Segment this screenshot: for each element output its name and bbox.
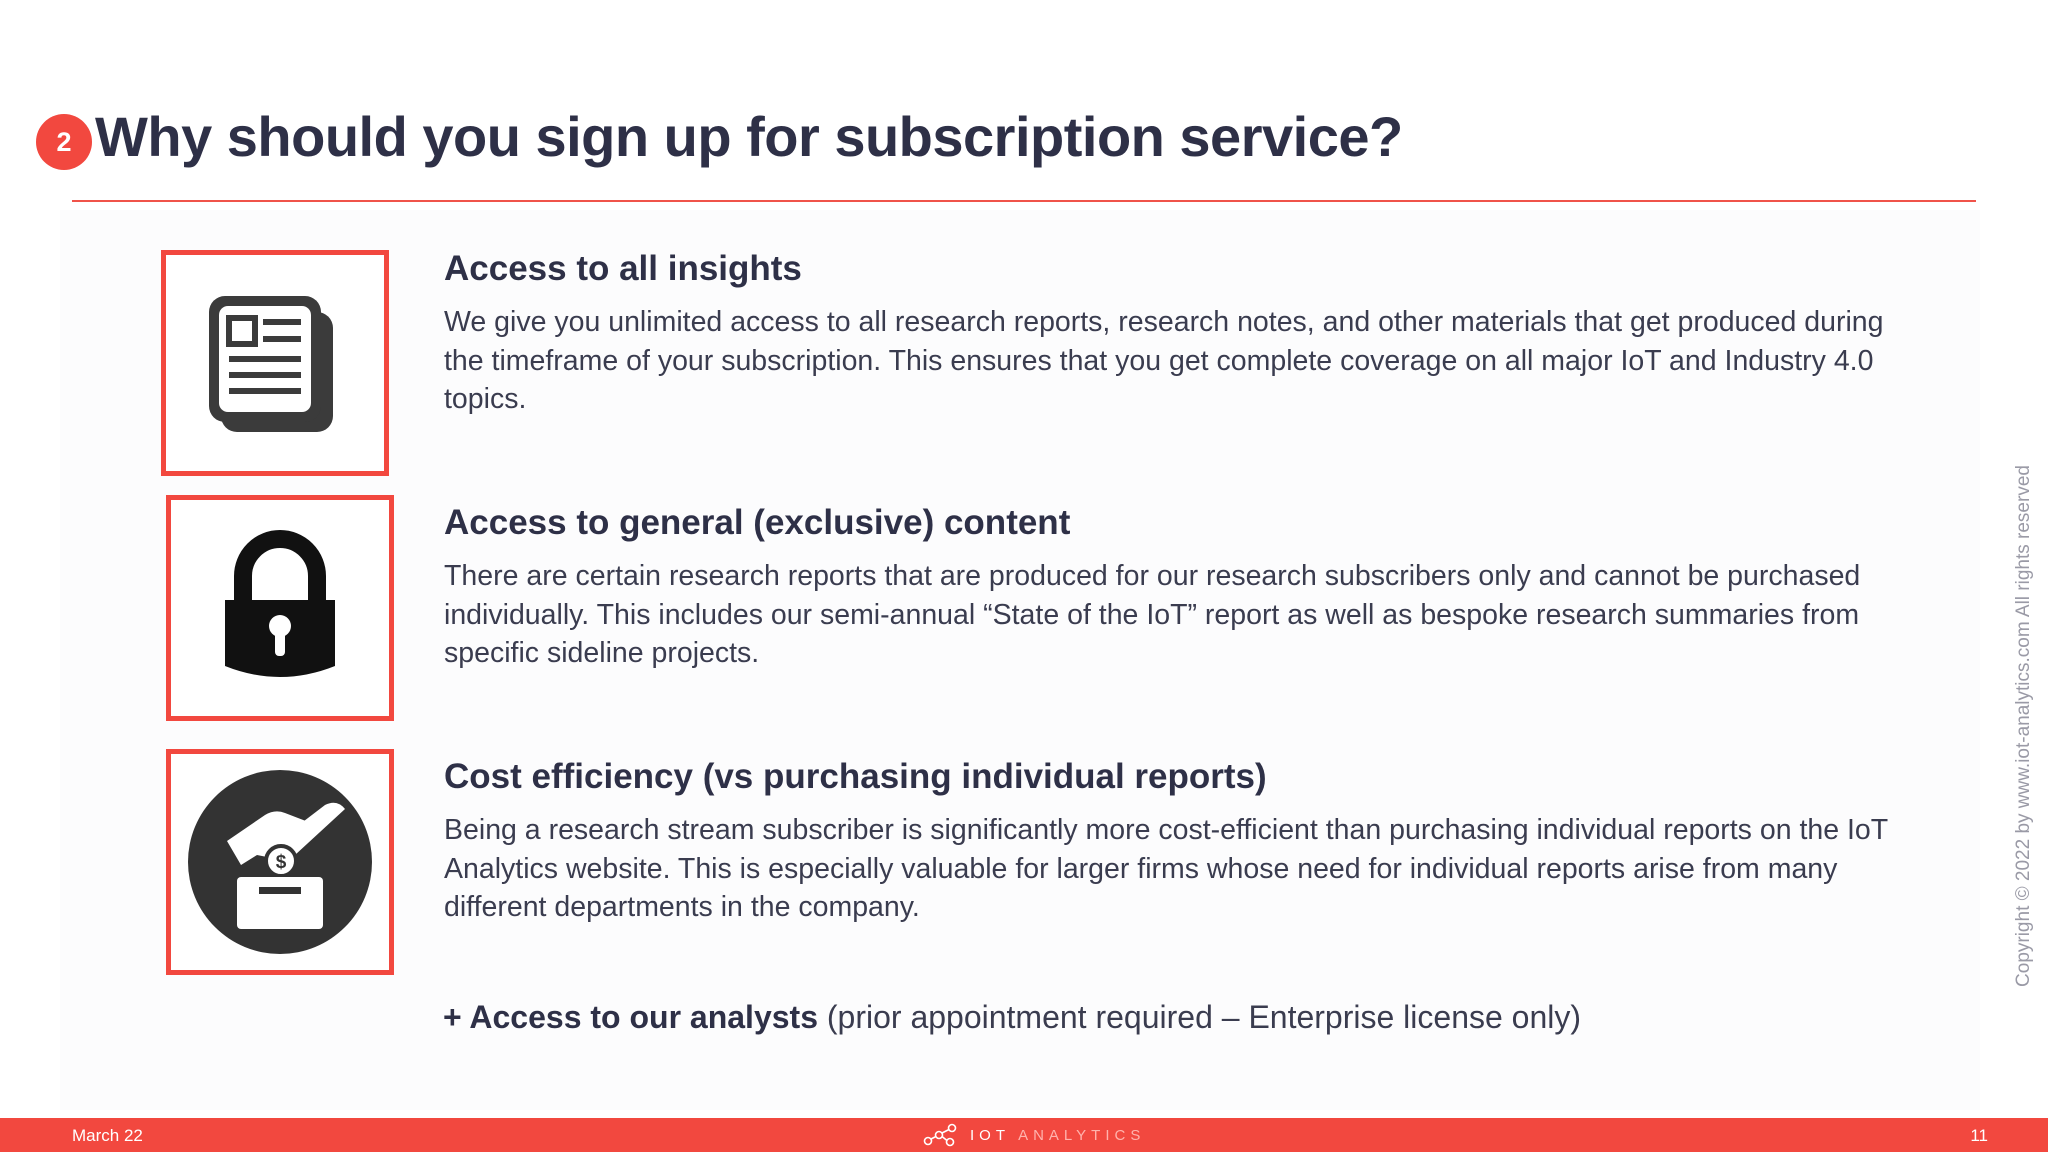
analyst-access-bold: + Access to our analysts [443, 999, 818, 1035]
feature-heading: Access to all insights [444, 249, 802, 288]
feature-body: We give you unlimited access to all research reports, research notes, and other materials that get produced during the timeframe of your subscription. This ensures that you get complete coverage on all major IoT and Industry 4.0 topics. [444, 306, 1884, 415]
title-divider [72, 200, 1976, 202]
coin-donation-icon [187, 769, 373, 955]
analyst-access-detail: (prior appointment required – Enterprise license only) [817, 999, 1582, 1035]
slide-title: Why should you sign up for subscription service? [95, 105, 1403, 168]
feature-exclusive [444, 503, 1924, 673]
analyst-access-note [443, 999, 1581, 1036]
logo-text-iot: IOT [970, 1126, 1010, 1144]
footer-date: March 22 [72, 1126, 143, 1145]
icon-frame-insights [161, 250, 389, 476]
page-number: 11 [1970, 1126, 1988, 1145]
feature-cost-efficiency [444, 757, 1924, 927]
step-number-badge: 2 [36, 114, 92, 170]
lock-icon [215, 528, 345, 688]
feature-insights [444, 249, 1924, 419]
footer-logo-text [970, 1127, 1145, 1144]
newspaper-icon [205, 288, 345, 438]
icon-frame-cost [166, 749, 394, 975]
feature-heading: Access to general (exclusive) content [444, 503, 1071, 542]
icon-frame-exclusive [166, 495, 394, 721]
feature-body: Being a research stream subscriber is significantly more cost-efficient than purchasing individual reports on the IoT Analytics website. This is especially valuable for larger firms whose need for individual reports arise from many different departments in the company. [444, 814, 1888, 923]
network-nodes-icon [922, 1122, 960, 1148]
footer-bar [0, 1118, 2048, 1152]
feature-body: There are certain research reports that are produced for our research subscribers only and cannot be purchased individually. This includes our semi-annual “State of the IoT” report as well as bespoke research summaries from specific sideline projects. [444, 560, 1861, 669]
logo-text-analytics: ANALYTICS [1018, 1126, 1146, 1144]
copyright-notice: Copyright © 2022 by www.iot-analytics.com All rights reserved [2013, 465, 2034, 987]
feature-heading: Cost efficiency (vs purchasing individual reports) [444, 757, 1267, 796]
footer-logo [922, 1122, 1145, 1148]
svg-text:$: $ [275, 852, 287, 873]
